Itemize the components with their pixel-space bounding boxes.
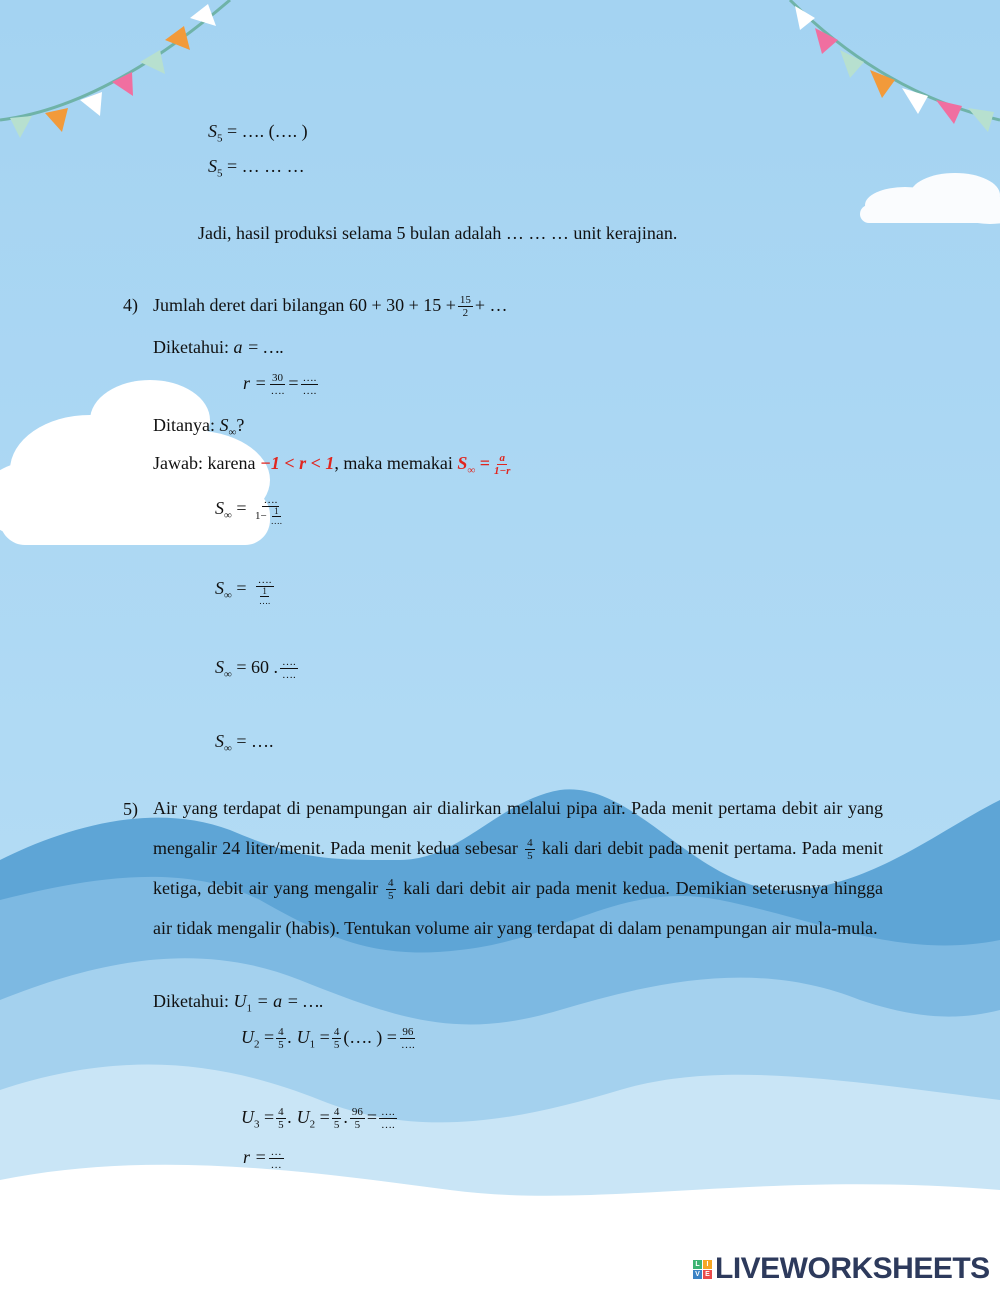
q4-formula-sub: ∞: [467, 464, 476, 477]
q4-step2-num: ….: [257, 574, 272, 586]
q4-asked: [153, 414, 244, 444]
q5-u2-frac: [276, 1026, 286, 1051]
q4-step1-den-pre: 1−: [255, 510, 267, 523]
q5-paragraph: [153, 788, 883, 948]
q4-series-end: + …: [474, 295, 508, 315]
q4-formula-eq: =: [479, 453, 490, 473]
q5-r-frac: [269, 1146, 284, 1171]
q4-frac-num: 15: [459, 294, 471, 307]
q5-u3-eq2: =: [319, 1107, 330, 1127]
s5-sub: 5: [217, 132, 223, 145]
q4-step1-den: [253, 507, 288, 526]
q5-p3: kali dari debit air pada menit kedua. Demikian seterusnya hingga air tidak mengalir (habis). Tentukan volume air yang terdapat di dalam penampungan air mula-mula.: [153, 878, 884, 938]
q5-u3-result: [379, 1106, 397, 1131]
q4-a-expr: a = ….: [233, 337, 285, 357]
q4-answer-mid: , maka memakai: [334, 453, 453, 473]
q4-formula-frac: [492, 452, 512, 477]
q5-f2-den: 5: [388, 890, 394, 903]
q5-u2-f2-den: 5: [333, 1039, 340, 1052]
q4-step4-rhs: = ….: [236, 731, 274, 751]
brand-text: LIVEWORKSHEETS: [715, 1252, 990, 1285]
s5-var-2: S: [208, 156, 217, 176]
q4-known: [153, 336, 284, 358]
q4-step-4: [215, 730, 274, 760]
q5-u3-res-num: ….: [380, 1106, 395, 1119]
q4-formula-den: 1−r: [493, 465, 511, 478]
q4-step1-var: S: [215, 498, 224, 519]
q4-step-3: [215, 656, 300, 686]
q5-u3-f2-num: 4: [333, 1106, 340, 1119]
q4-step4-var: S: [215, 731, 224, 751]
q4-formula-lhs: S: [457, 453, 468, 473]
q5-u3-f2-den: 5: [333, 1119, 340, 1132]
q4-answer-label: Jawab: karena: [153, 453, 256, 473]
q4-series: 60 + 30 + 15 +: [348, 295, 456, 315]
q5-u3-f3-den: 5: [354, 1119, 361, 1132]
q5-p1: Air yang terdapat di penampungan air dialirkan melalui pipa air. Pada menit pertama debit air yang mengalir 24 liter/menit. Pada menit kedua sebesar: [153, 798, 883, 858]
s5-line-1: [208, 120, 308, 150]
q4-r-var: r =: [243, 373, 267, 393]
q4-r-frac2-num: ….: [302, 372, 317, 385]
q5-u3-sub: 3: [254, 1118, 260, 1131]
q4-step1-den-frac: [269, 507, 284, 526]
q4-step-2: [215, 574, 278, 607]
liveworksheets-logo[interactable]: [693, 1252, 990, 1286]
q4-asked-q: ?: [236, 415, 245, 435]
q5-r-den: …: [270, 1159, 282, 1172]
q5-u3-f-num: 4: [278, 1106, 284, 1119]
q4-step3-var: S: [215, 657, 224, 677]
q5-u3-line: [241, 1106, 399, 1136]
q5-u3-res-den: ….: [380, 1119, 395, 1132]
q5-u2-sub: 2: [254, 1038, 260, 1051]
q5-known: [153, 990, 324, 1020]
q5-r-line: [243, 1146, 286, 1171]
q5-u3-frac: [276, 1106, 286, 1131]
q4-step3-den: ….: [282, 669, 296, 682]
q4-r-frac2-den: ….: [302, 385, 317, 398]
q4-text: Jumlah deret dari bilangan: [153, 295, 345, 315]
q5-u1: U: [233, 991, 247, 1011]
q5-u1-rhs: = a = ….: [256, 991, 324, 1011]
q4-r-frac2: [301, 372, 319, 397]
s5-sub-2: 5: [217, 167, 223, 180]
q4-step2-den: [253, 587, 276, 606]
q4-step2-den-frac: [257, 587, 272, 606]
q5-frac-1: [525, 837, 535, 862]
s5-rhs-1: = …. (…. ): [222, 121, 308, 141]
q4-step-1: [215, 494, 290, 527]
q4-step3-sub: ∞: [224, 668, 232, 681]
q4-step2-sub: ∞: [224, 589, 232, 602]
q5-number: 5): [123, 799, 138, 819]
q4-answer: [153, 452, 514, 482]
logo-cell-e: E: [703, 1270, 712, 1279]
q5-frac-2: [386, 877, 396, 902]
q5-p2: kali dari debit pada menit pertama. Pada menit ketiga, debit air yang mengalir: [153, 838, 883, 898]
q4-step3-frac: [280, 656, 298, 681]
q4-asked-sub: ∞: [228, 426, 237, 439]
q5-u3-frac2: [332, 1106, 342, 1131]
s5-var: S: [208, 121, 217, 141]
q5-r-num: …: [270, 1146, 282, 1159]
q5-f2-num: 4: [388, 877, 394, 890]
q4-step3-pre: = 60 .: [236, 657, 278, 677]
q5-u3-mid-sub: 2: [309, 1118, 316, 1131]
q4-asked-var: S: [219, 415, 229, 435]
q5-u2-frac2: [332, 1026, 342, 1051]
q5-u2: U: [241, 1027, 254, 1047]
q5-u3-eq3: =: [366, 1107, 377, 1127]
q4-r-frac1: [269, 372, 287, 397]
q5-u3-f3-num: 96: [351, 1106, 363, 1119]
q4-r-eq: =: [288, 373, 299, 393]
q5-f1-num: 4: [527, 837, 533, 850]
q5-r-var: r =: [243, 1147, 267, 1167]
q4-step1-sub: ∞: [224, 509, 232, 522]
q5-u3-f-den: 5: [278, 1119, 284, 1132]
logo-cell-i: I: [703, 1260, 712, 1269]
q5-u3-frac3: [350, 1106, 365, 1131]
q5-u2-f2-num: 4: [333, 1026, 340, 1039]
q5-u2-res-den: ….: [400, 1039, 415, 1052]
q4-step1-frac: [253, 494, 288, 526]
q5-u2-line: [241, 1026, 419, 1056]
q4-step2-eq: =: [236, 578, 247, 599]
q5-u2-f-den: 5: [278, 1039, 284, 1052]
q5-u3-dot: .: [343, 1107, 348, 1127]
q4-r-frac1-den: ….: [270, 385, 285, 398]
s5-rhs-2: = … … …: [222, 156, 305, 176]
q4-frac-den: 2: [462, 307, 469, 320]
q4-step1-den-num: 1: [274, 506, 279, 516]
q5-u3-mid: . U: [287, 1107, 310, 1127]
q4-formula-num: a: [499, 452, 505, 465]
q4-step2-den-num: 1: [262, 586, 267, 596]
q4-step2-frac: [253, 574, 276, 606]
conclusion-text: Jadi, hasil produksi selama 5 bulan adalah … … … unit kerajinan.: [198, 223, 678, 243]
q4-step1-den-den: ….: [270, 516, 282, 526]
q5-u2-res-num: 96: [402, 1026, 414, 1039]
q4-step1-num: ….: [263, 494, 278, 506]
q4-r-line: [243, 372, 320, 397]
q5-u3-eq: =: [264, 1107, 275, 1127]
q4-statement: [153, 294, 508, 319]
q5-u2-paren: (…. ) =: [343, 1027, 397, 1047]
q4-step2-var: S: [215, 578, 224, 599]
q4-step1-eq: =: [236, 498, 247, 519]
q4-known-label: Diketahui:: [153, 337, 229, 357]
q4-step3-num: ….: [282, 656, 296, 669]
q4-number: 4): [123, 295, 138, 315]
q4-asked-label: Ditanya:: [153, 415, 215, 435]
q4-step4-sub: ∞: [224, 742, 232, 755]
q5-u1-sub: 1: [246, 1002, 252, 1015]
q5-u2-eq: =: [264, 1027, 275, 1047]
q4-formula: [457, 452, 514, 478]
q5-u2-mid: . U: [287, 1027, 310, 1047]
q5-u2-mid-sub: 1: [309, 1038, 316, 1051]
q4-condition: −1 < r < 1: [259, 453, 335, 473]
logo-cell-v: V: [693, 1270, 702, 1279]
q5-f1-den: 5: [527, 850, 533, 863]
q5-known-label: Diketahui:: [153, 991, 229, 1011]
q4-fraction: [458, 294, 473, 319]
q5-u2-f-num: 4: [278, 1026, 284, 1039]
logo-grid-icon: [693, 1260, 712, 1279]
q5-u3: U: [241, 1107, 254, 1127]
q4-step2-den-den: ….: [259, 596, 271, 606]
logo-cell-l: L: [693, 1260, 702, 1269]
q5-u2-result: [399, 1026, 417, 1051]
q4-r-frac1-num: 30: [272, 372, 284, 385]
s5-line-2: [208, 155, 305, 185]
q5-u2-eq2: =: [319, 1027, 330, 1047]
